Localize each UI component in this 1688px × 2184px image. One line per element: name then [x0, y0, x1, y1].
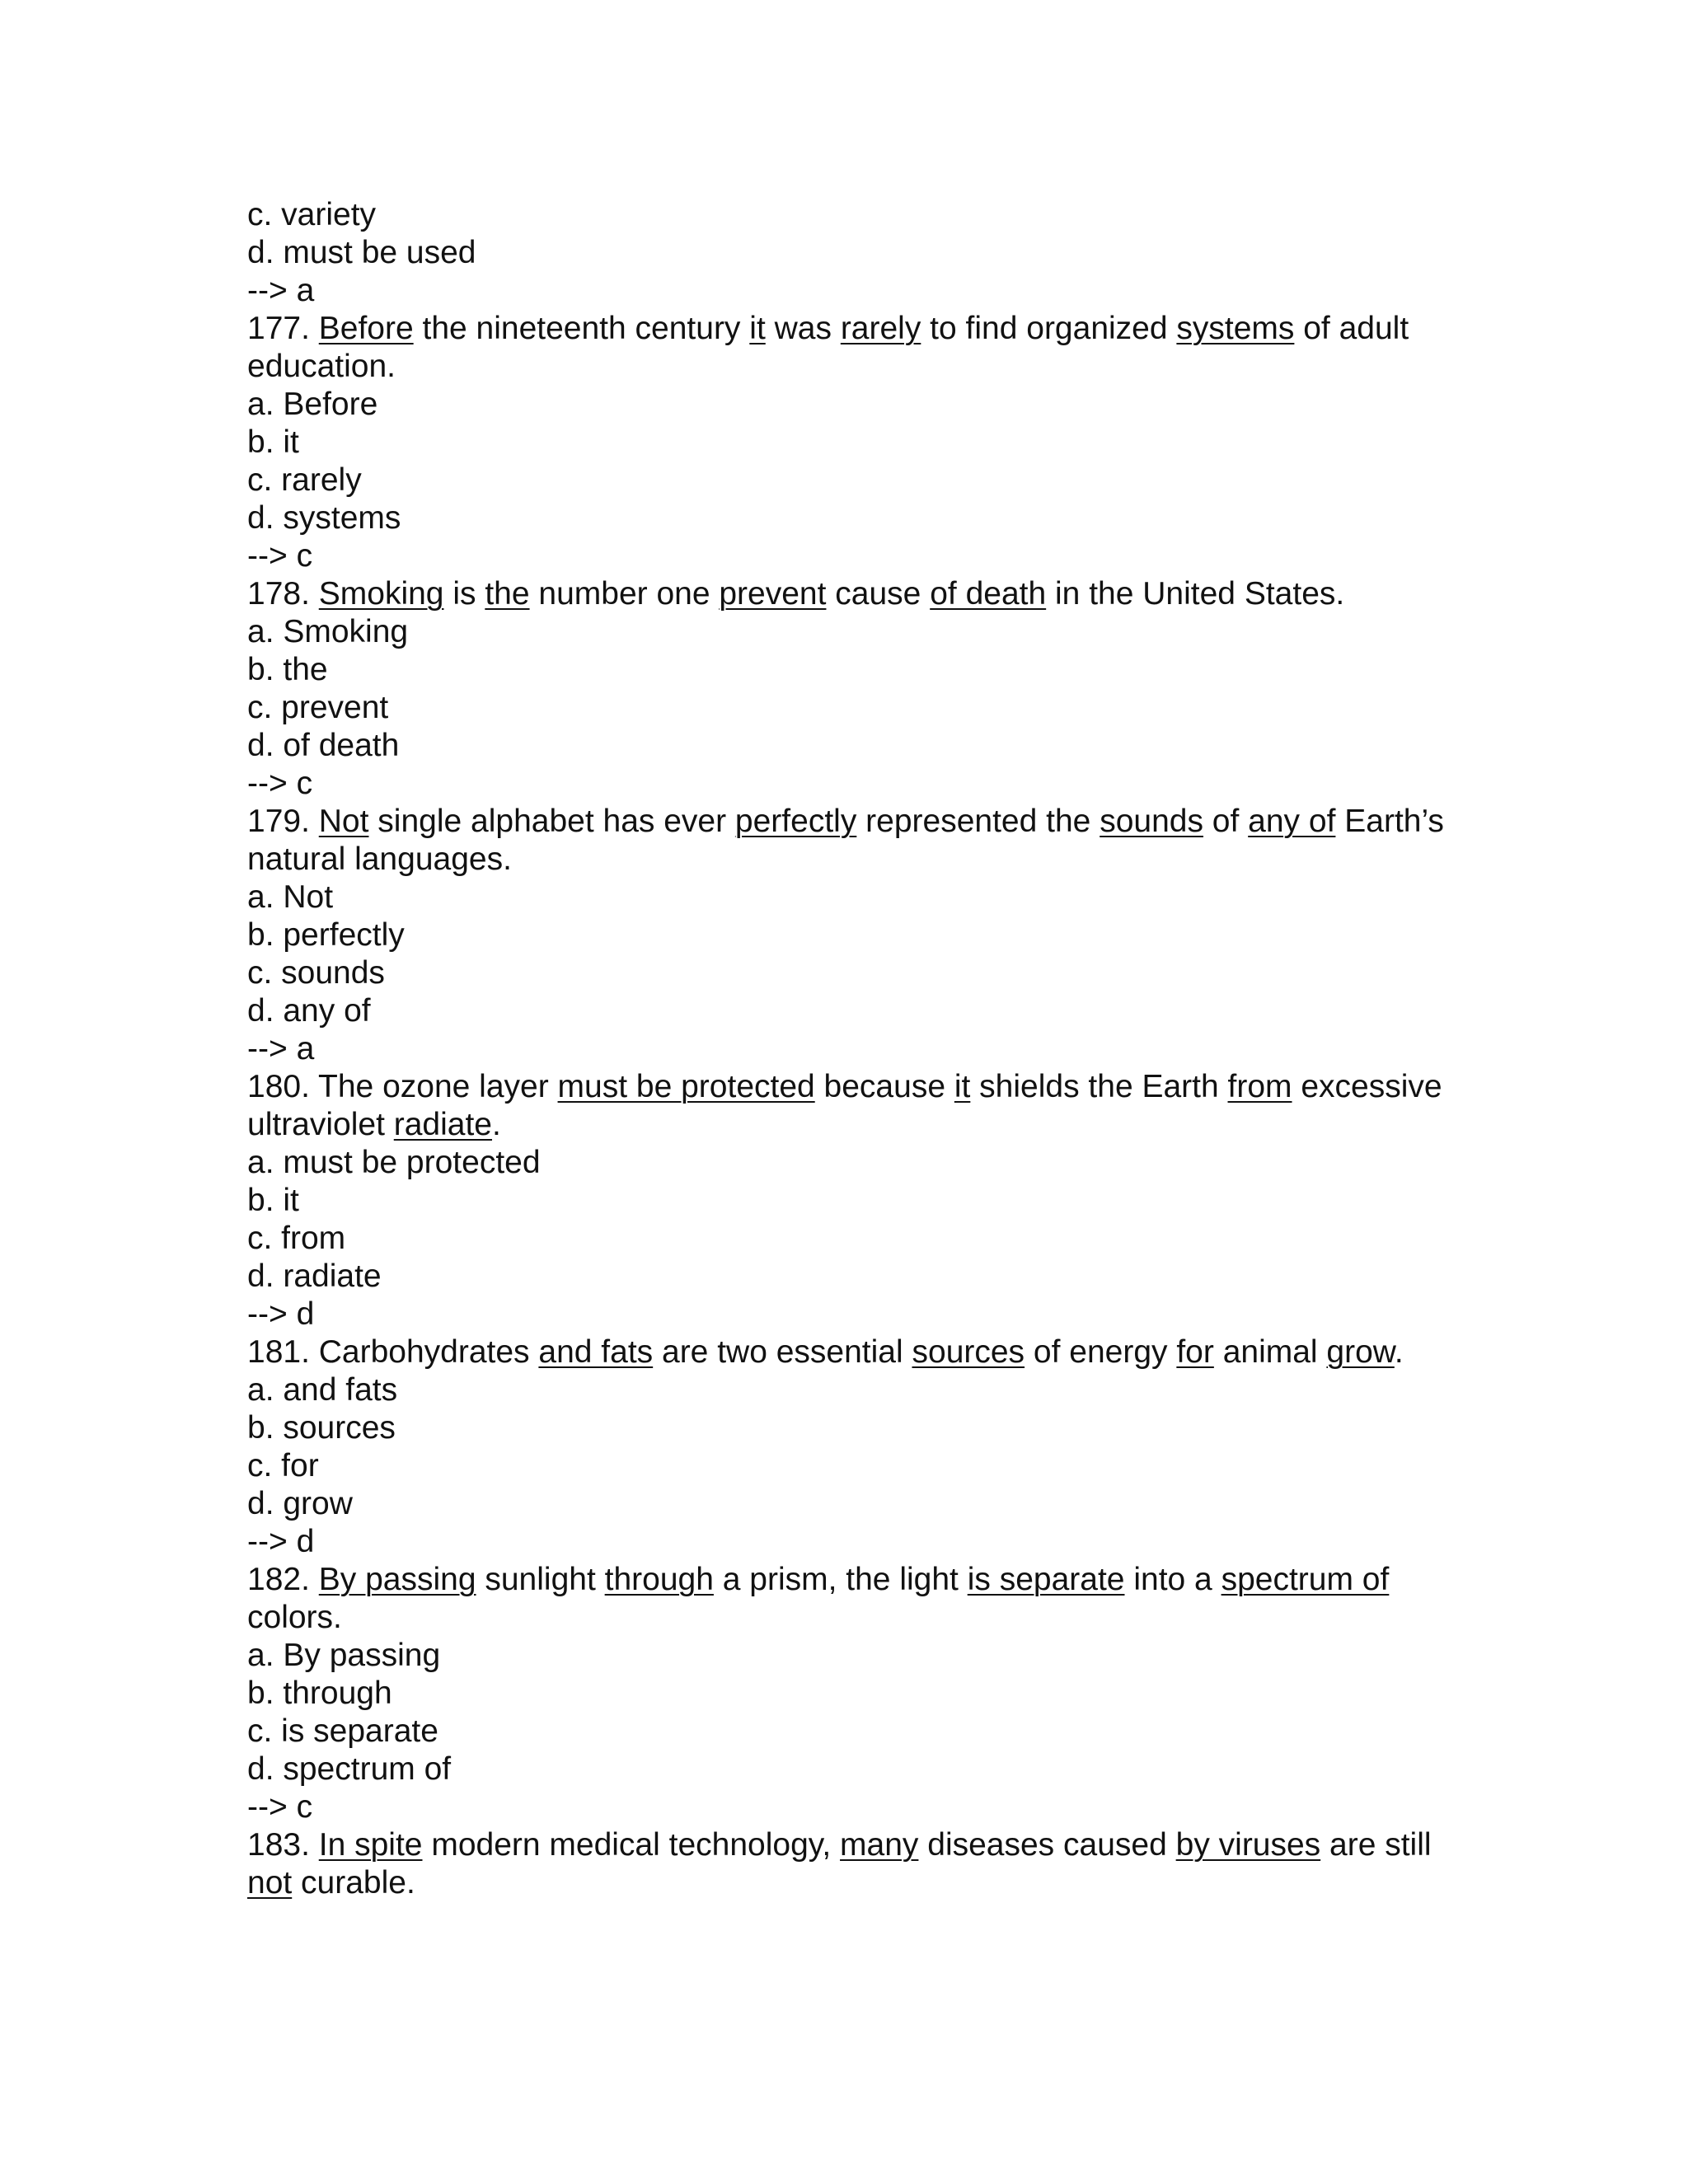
document-page: [247, 196, 1467, 1902]
question-sentence: [247, 310, 1467, 386]
question-block: [247, 575, 1467, 803]
question-sentence: [247, 1826, 1467, 1902]
question-block: [247, 1333, 1467, 1561]
text-segment: is: [443, 576, 485, 612]
text-segment: animal: [1213, 1334, 1327, 1370]
text-segment: number one: [529, 576, 720, 612]
option-line: b. it: [247, 1183, 299, 1218]
question-block: [247, 1561, 1467, 1826]
underlined-segment: through: [604, 1562, 714, 1597]
underlined-segment: of death: [930, 576, 1047, 612]
text-segment: into a: [1124, 1562, 1221, 1597]
option-line: b. the: [247, 652, 328, 687]
answer-line: --> c: [247, 1789, 313, 1825]
text-segment: 180. The ozone layer: [247, 1069, 558, 1104]
underlined-segment: not: [247, 1865, 293, 1900]
underlined-segment: Before: [318, 311, 414, 346]
text-segment: excessive ultraviolet: [247, 1069, 1451, 1142]
underlined-segment: radiate: [393, 1107, 492, 1142]
option-line: b. perfectly: [247, 917, 405, 953]
underlined-segment: grow: [1326, 1334, 1395, 1370]
underlined-segment: by viruses: [1175, 1827, 1321, 1863]
text-segment: 183.: [247, 1827, 319, 1863]
underlined-segment: from: [1227, 1069, 1292, 1104]
question-block: [247, 1826, 1467, 1902]
question-sentence: [247, 803, 1467, 879]
text-segment: was: [765, 311, 841, 346]
option-line: d. grow: [247, 1486, 353, 1521]
underlined-segment: By passing: [318, 1562, 476, 1597]
underlined-segment: systems: [1176, 311, 1295, 346]
option-line: c. variety: [247, 197, 377, 232]
option-line: c. prevent: [247, 690, 389, 725]
text-segment: 178.: [247, 576, 319, 612]
option-line: d. systems: [247, 500, 401, 536]
text-segment: .: [1394, 1334, 1404, 1370]
underlined-segment: Smoking: [318, 576, 444, 612]
option-line: a. Before: [247, 387, 378, 422]
text-segment: are two essential: [653, 1334, 912, 1370]
underlined-segment: any of: [1248, 804, 1336, 839]
underlined-segment: many: [840, 1827, 919, 1863]
answer-line: --> d: [247, 1524, 315, 1559]
text-segment: Earth’s natural languages.: [247, 804, 1453, 877]
option-line: c. from: [247, 1221, 346, 1256]
text-segment: in the United States.: [1046, 576, 1345, 612]
text-segment: cause: [826, 576, 931, 612]
option-line: a. Not: [247, 879, 334, 915]
question-sentence: [247, 575, 1467, 613]
underlined-segment: spectrum of: [1221, 1562, 1390, 1597]
question-sentence: [247, 1068, 1467, 1144]
text-segment: shields the Earth: [970, 1069, 1228, 1104]
text-segment: curable.: [292, 1865, 415, 1900]
underlined-segment: the: [485, 576, 530, 612]
underlined-segment: sources: [912, 1334, 1025, 1370]
text-segment: the nineteenth century: [413, 311, 750, 346]
question-block: [247, 803, 1467, 1068]
option-line: d. spectrum of: [247, 1751, 452, 1787]
option-line: b. through: [247, 1675, 392, 1711]
text-segment: 179.: [247, 804, 319, 839]
option-line: a. must be protected: [247, 1145, 541, 1180]
question-block: [247, 1068, 1467, 1333]
underlined-segment: sounds: [1100, 804, 1203, 839]
question-list: [247, 310, 1467, 1902]
option-line: c. sounds: [247, 955, 385, 991]
underlined-segment: perfectly: [734, 804, 857, 839]
text-segment: .: [492, 1107, 501, 1142]
option-line: a. By passing: [247, 1638, 441, 1673]
text-segment: are still: [1320, 1827, 1441, 1863]
option-line: d. radiate: [247, 1258, 382, 1294]
answer-line: --> c: [247, 766, 313, 801]
question-block: [247, 310, 1467, 575]
text-segment: diseases caused: [918, 1827, 1176, 1863]
underlined-segment: prevent: [719, 576, 827, 612]
answer-line: --> c: [247, 538, 313, 574]
text-segment: 177.: [247, 311, 319, 346]
answer-line: --> a: [247, 273, 315, 308]
underlined-segment: for: [1176, 1334, 1214, 1370]
text-segment: sunlight: [476, 1562, 605, 1597]
underlined-segment: In spite: [318, 1827, 423, 1863]
answer-line: --> a: [247, 1031, 315, 1066]
text-segment: of: [1203, 804, 1249, 839]
text-segment: 182.: [247, 1562, 319, 1597]
option-line: d. of death: [247, 728, 400, 763]
underlined-segment: it: [749, 311, 766, 346]
underlined-segment: rarely: [840, 311, 921, 346]
question-sentence: [247, 1561, 1467, 1637]
option-line: c. rarely: [247, 462, 362, 498]
answer-line: --> d: [247, 1296, 315, 1332]
text-segment: single alphabet has ever: [368, 804, 735, 839]
text-segment: 181. Carbohydrates: [247, 1334, 539, 1370]
underlined-segment: Not: [318, 804, 369, 839]
option-line: d. must be used: [247, 235, 476, 270]
text-segment: colors.: [247, 1562, 1399, 1635]
text-segment: because: [814, 1069, 954, 1104]
underlined-segment: it: [954, 1069, 971, 1104]
text-segment: modern medical technology,: [422, 1827, 841, 1863]
text-segment: a prism, the light: [713, 1562, 968, 1597]
text-segment: represented the: [856, 804, 1100, 839]
option-line: b. it: [247, 424, 299, 460]
option-line: a. and fats: [247, 1372, 398, 1408]
option-line: d. any of: [247, 993, 371, 1029]
option-line: b. sources: [247, 1410, 396, 1446]
underlined-segment: must be protected: [557, 1069, 815, 1104]
underlined-segment: and fats: [538, 1334, 654, 1370]
option-line: c. for: [247, 1448, 319, 1483]
text-segment: of energy: [1025, 1334, 1177, 1370]
option-line: c. is separate: [247, 1713, 438, 1749]
question-sentence: [247, 1333, 1467, 1371]
text-segment: of adult education.: [247, 311, 1418, 384]
text-segment: to find organized: [921, 311, 1177, 346]
option-line: a. Smoking: [247, 614, 409, 649]
underlined-segment: is separate: [967, 1562, 1125, 1597]
